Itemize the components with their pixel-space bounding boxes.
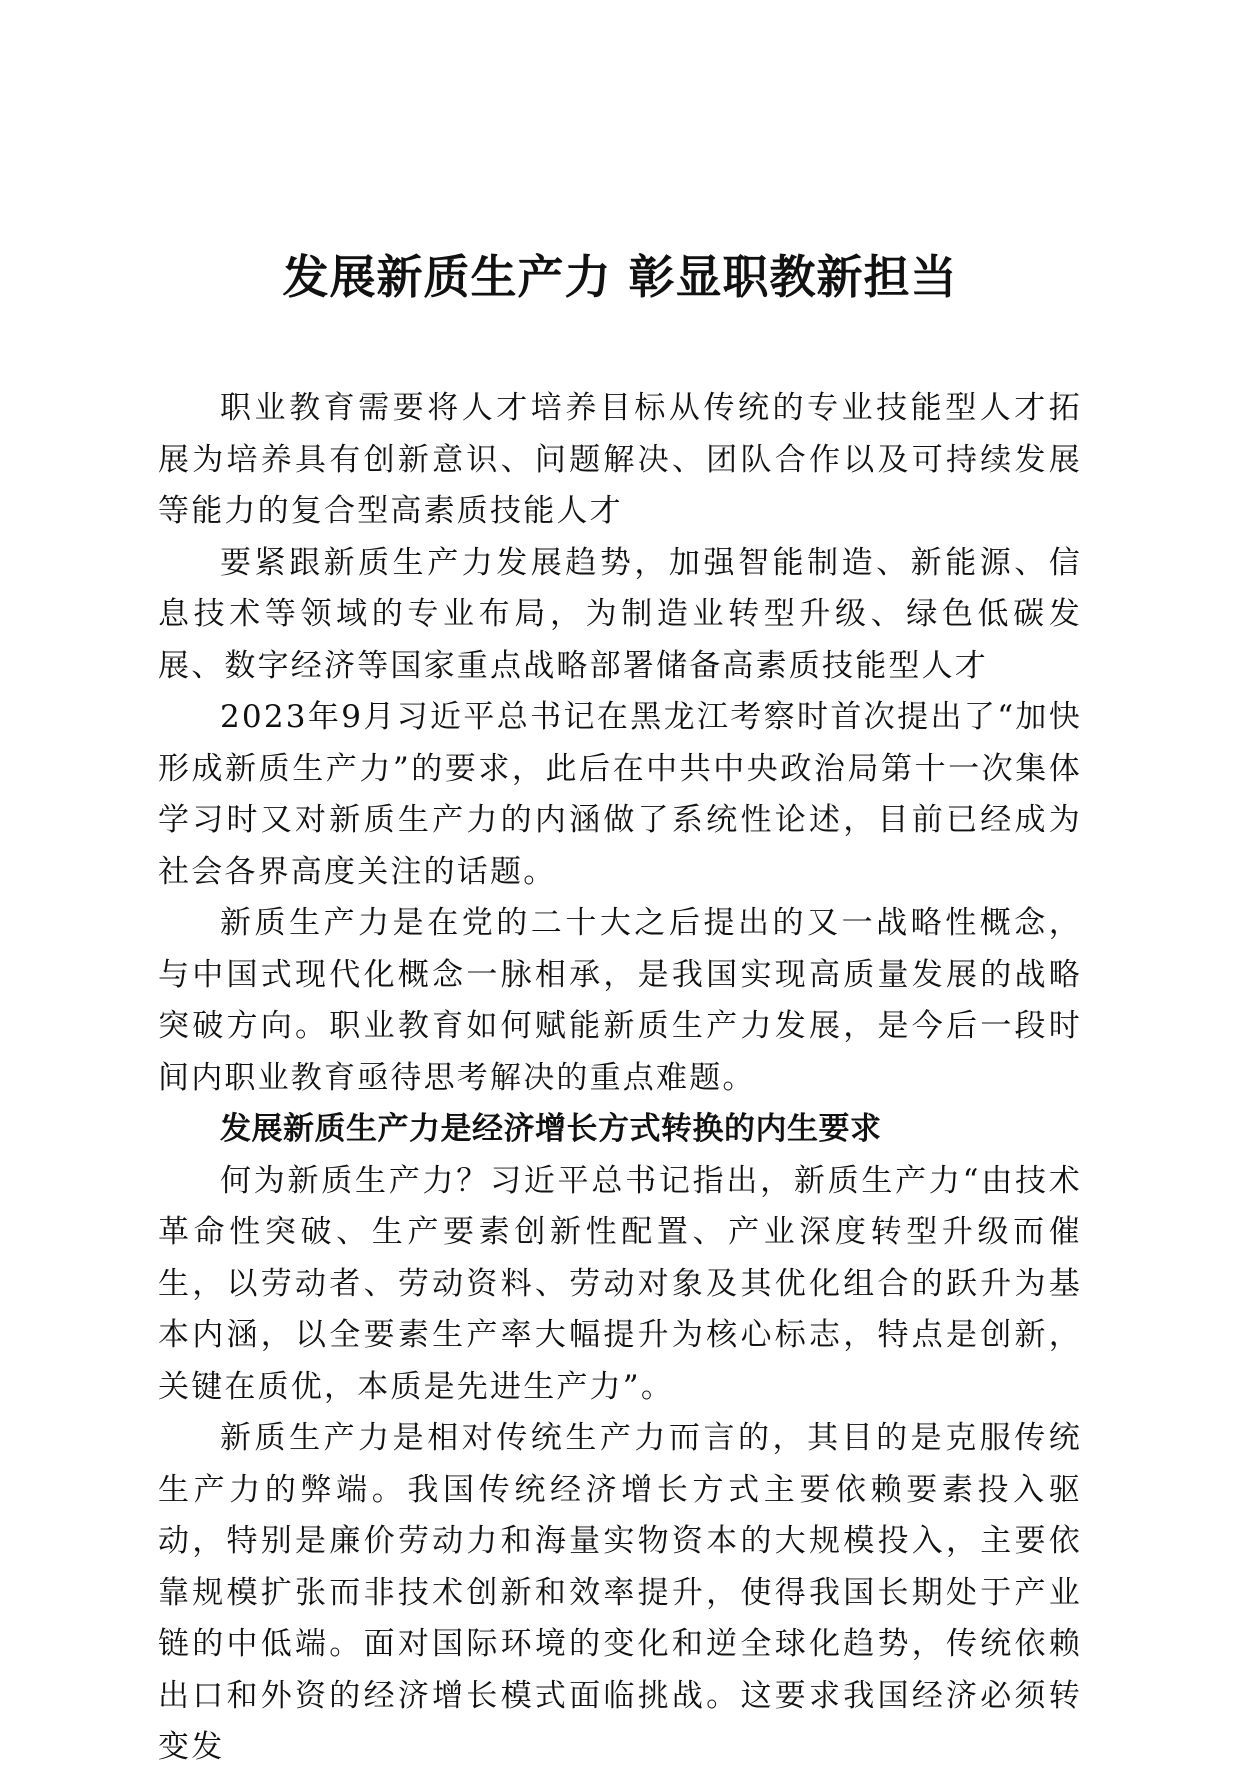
section-heading: 发展新质生产力是经济增长方式转换的内生要求 [220, 1111, 882, 1147]
document-title: 发展新质生产力 彰显职教新担当 [282, 250, 958, 304]
paragraph: 2023年9月习近平总书记在黑龙江考察时首次提出了“加快形成新质生产力”的要求，此后在中共中央政治局第十一次集体学习时又对新质生产力的内涵做了系统性论述，目前已经成为社会各界高度关注的话题。 [158, 699, 1082, 890]
paragraph: 新质生产力是相对传统生产力而言的，其目的是克服传统生产力的弊端。我国传统经济增长方式主要依赖要素投入驱动，特别是廉价劳动力和海量实物资本的大规模投入，主要依靠规模扩张而非技术创新和效率提升，使得我国长期处于产业链的中低端。面对国际环境的变化和逆全球化趋势，传统依赖出口和外资的经济增长模式面临挑战。这要求我国经济必须转变发 [158, 1420, 1082, 1765]
paragraph: 职业教育需要将人才培养目标从传统的专业技能型人才拓展为培养具有创新意识、问题解决、团队合作以及可持续发展等能力的复合型高素质技能人才 [158, 390, 1082, 529]
paragraph: 新质生产力是在党的二十大之后提出的又一战略性概念，与中国式现代化概念一脉相承，是我国实现高质量发展的战略突破方向。职业教育如何赋能新质生产力发展，是今后一段时间内职业教育亟待思考解决的重点难题。 [158, 905, 1082, 1096]
document-body [158, 383, 1082, 1774]
paragraph: 何为新质生产力？习近平总书记指出，新质生产力“由技术革命性突破、生产要素创新性配置、产业深度转型升级而催生，以劳动者、劳动资料、劳动对象及其优化组合的跃升为基本内涵，以全要素生产率大幅提升为核心标志，特点是创新，关键在质优，本质是先进生产力”。 [158, 1162, 1082, 1405]
paragraph: 要紧跟新质生产力发展趋势，加强智能制造、新能源、信息技术等领域的专业布局，为制造业转型升级、绿色低碳发展、数字经济等国家重点战略部署储备高素质技能型人才 [158, 544, 1082, 684]
